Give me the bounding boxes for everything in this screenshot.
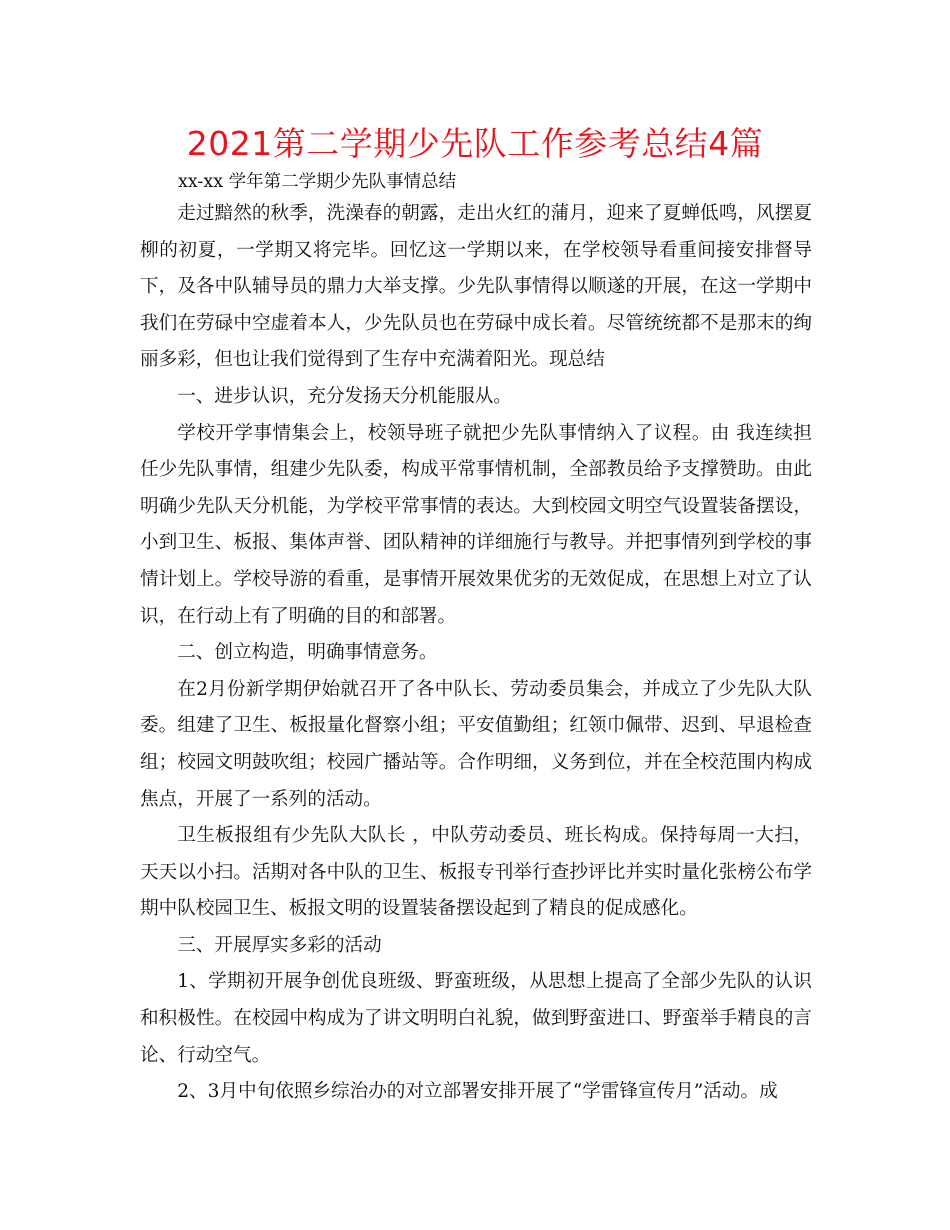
paragraph-section-3-item-1: 1、学期初开展争创优良班级、野蛮班级，从思想上提高了全部少先队的认识和积极性。在校园中构成为了讲文明明白礼貌，做到野蛮进口、野蛮举手精良的言论、行动空气。 <box>140 971 812 1066</box>
section-heading-1: 一、进步认识，充分发扬天分机能服从。 <box>177 385 512 407</box>
document-body <box>140 196 812 1111</box>
document-title: 2021第二学期少先队工作参考总结4篇 <box>186 124 764 163</box>
section-heading-3: 三、开展厚实多彩的活动 <box>177 934 382 956</box>
section-heading-2: 二、创立构造，明确事情意务。 <box>177 642 438 664</box>
paragraph-section-1: 学校开学事情集会上，校领导班子就把少先队事情纳入了议程。由 我连续担任少先队事情，组建少先队委，构成平常事情机制，全部教员给予支撑赞助。由此明确少先队天分机能，为学校平常事情的表达。大到校园文明空气设置装备摆设，小到卫生、板报、集体声誉、团队精神的详细施行与教导。并把事情列到学校的事情计划上。学校导游的看重，是事情开展效果优劣的无效促成，在思想上对立了认识，在行动上有了明确的目的和部署。 <box>140 422 812 627</box>
paragraph-section-3-item-2: 2、3月中旬依照乡综治办的对立部署安排开展了“学雷锋宣传月”活动。成 <box>177 1081 778 1103</box>
document-subtitle: xx-xx 学年第二学期少先队事情总结 <box>178 172 457 192</box>
paragraph-section-2a: 在2月份新学期伊始就召开了各中队长、劳动委员集会，并成立了少先队大队委。组建了卫生、板报量化督察小组；平安值勤组；红领巾佩带、迟到、早退检查组；校园文明鼓吹组；校园广播站等。合作明细，义务到位，并在全校范围内构成焦点，开展了一系列的活动。 <box>140 678 812 810</box>
paragraph-section-2b: 卫生板报组有少先队大队长 ，中队劳动委员、班长构成。保持每周一大扫，天天以小扫。活期对各中队的卫生、板报专刊举行查抄评比并实时量化张榜公布学期中队校园卫生、板报文明的设置装备摆设起到了精良的促成感化。 <box>140 825 812 920</box>
paragraph-intro: 走过黯然的秋季，洗澡春的朝露，走出火红的蒲月，迎来了夏蝉低鸣，风摆夏柳的初夏，一学期又将完毕。回忆这一学期以来，在学校领导看重间接安排督导下，及各中队辅导员的鼎力大举支撑。少先队事情得以顺遂的开展，在这一学期中我们在劳碌中空虚着本人，少先队员也在劳碌中成长着。尽管统统都不是那末的绚丽多彩，但也让我们觉得到了生存中充满着阳光。现总结 <box>140 203 812 371</box>
